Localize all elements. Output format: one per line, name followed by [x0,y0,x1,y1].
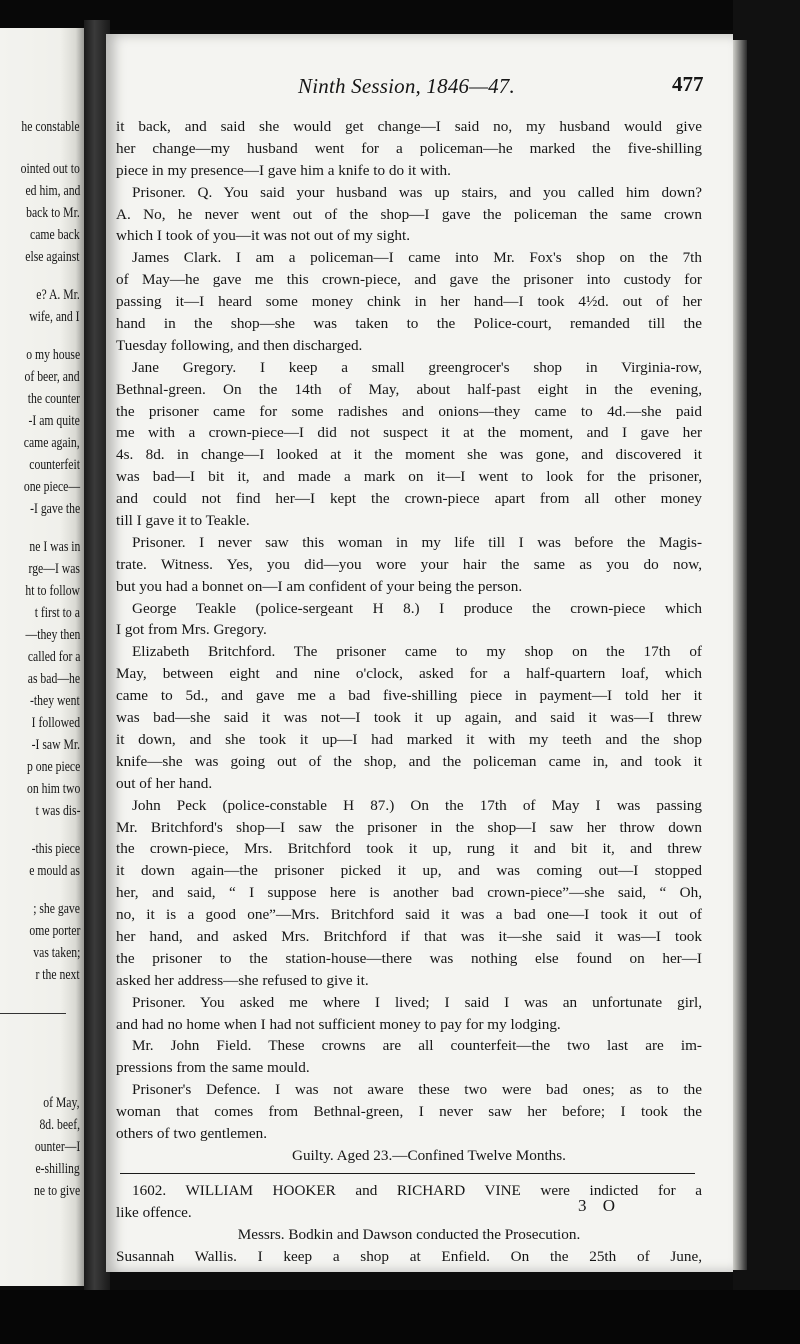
text-line: George Teakle (police-sergeant H 8.) I produce the crown-piece which [132,599,702,617]
text-line: 1602. WILLIAM HOOKER and RICHARD VINE were indicted for a [132,1182,702,1200]
left-page-fragment: came again, [24,435,80,451]
left-page-fragment: ounter—I [34,1139,80,1155]
text-line: till I gave it to Teakle. [116,512,250,530]
text-line: asked her address—she refused to give it. [116,971,369,989]
left-page-fragment: the counter [27,391,80,407]
left-page-fragment: e-shilling [35,1161,80,1177]
text-line: Mr. John Field. These crowns are all counterfeit—the two last are im- [132,1037,702,1055]
left-page-fragment: rge—I was [28,561,80,577]
text-line: her, and said, “ I suppose here is another bad crown-piece”—she said, “ Oh, [116,884,702,902]
text-line: like offence. [116,1204,192,1222]
text-line: Susannah Wallis. I keep a shop at Enfield. On the 25th of June, [116,1247,702,1265]
text-line: was bad—she said it was not—I took it up again, and said it was—I threw [116,709,702,727]
left-page-fragment: ht to follow [25,583,80,599]
text-line: it down, and she took it up—I had marked it with my teeth and the shop [116,730,702,748]
text-line: Prisoner. You asked me where I lived; I said I was an unfortunate girl, [132,993,702,1011]
text-line: me with a crown-piece—I did not suspect it at the moment, and I gave her [116,424,702,442]
text-line: Prisoner. I never saw this woman in my life till I was before the Magis- [132,533,702,551]
left-page-fragment: back to Mr. [26,205,80,221]
left-page-fragment: of beer, and [24,369,80,385]
left-page-fragment: vas taken; [32,945,80,961]
text-line: came to 5d., and gave me a bad five-shilling piece in payment—I told her it [116,687,702,705]
verdict-line: Guilty. Aged 23.—Confined Twelve Months. [292,1146,566,1164]
left-page-fragment: —they then [25,627,80,643]
left-page-fragment: ed him, and [25,183,80,199]
text-line: A. No, he never went out of the shop—I gave the policeman the same crown [116,205,702,223]
left-page-fragment: called for a [27,649,80,665]
page-number: 477 [672,72,704,96]
text-line: the crown-piece, Mrs. Britchford took it up, rung it and bit it, and threw [116,840,702,858]
previous-page-edge [0,28,86,1286]
left-page-fragment: -I gave the [29,501,80,517]
text-line: others of two gentlemen. [116,1124,267,1142]
signature-mark: 3 O [578,1196,622,1215]
text-line: and had no home when I had not sufficient money to pay for my lodging. [116,1015,561,1033]
text-line: I got from Mrs. Gregory. [116,621,267,639]
text-line: piece in my presence—I gave him a knife to do it with. [116,161,451,179]
text-line: her change—my husband went for a policeman—he marked the five-shilling [116,139,702,157]
text-line: Prisoner's Defence. I was not aware these two were bad ones; as to the [132,1081,702,1099]
text-line: hand in the shop—she was taken to the Police-court, remanded till the [116,315,702,333]
scan-bottom-border [0,1290,800,1344]
text-line: was bad—I bit it, and made a mark on it—I went to look for the prisoner, [116,468,702,486]
text-line: knife—she was going out of the shop, and the policeman came in, and took it [116,752,702,770]
text-line: Elizabeth Britchford. The prisoner came to my shop on the 17th of [132,643,702,661]
left-page-fragment: e mould as [29,863,80,879]
left-page-fragment: t was dis- [35,803,80,819]
left-page-rule [0,1013,66,1014]
scan-top-border [0,0,800,30]
text-line: it down again—the prisoner picked it up, and was coming out—I stopped [116,862,702,880]
left-page-fragment: e? A. Mr. [36,287,80,303]
text-line: May, between eight and nine o'clock, asked for a half-quartern loaf, which [116,665,702,683]
text-line: no, it is a good one”—Mrs. Britchford said it was a bad one—I took it out of [116,906,702,924]
left-page-fragment: p one piece [26,759,80,775]
text-line: Messrs. Bodkin and Dawson conducted the Prosecution. [237,1226,581,1244]
text-line: which I took of you—it was not out of my sight. [116,227,411,245]
text-line: Jane Gregory. I keep a small greengrocer's shop in Virginia-row, [132,358,702,376]
left-page-fragment: wife, and I [29,309,80,325]
left-page-fragment: t first to a [34,605,80,621]
left-page-fragment: of May, [43,1095,80,1111]
text-line: Bethnal-green. On the 14th of May, about half-past eight in the evening, [116,380,702,398]
left-page-fragment: ne I was in [28,539,80,555]
text-line: pressions from the same mould. [116,1059,310,1077]
running-head: Ninth Session, 1846—47. [298,74,515,98]
left-page-fragment: on him two [26,781,80,797]
left-page-fragment: -this piece [31,841,80,857]
left-page-fragment: came back [30,227,80,243]
left-page-fragment: -they went [30,693,80,709]
text-line: of May—he gave me this crown-piece, and gave the prisoner into custody for [116,271,702,289]
left-page-fragment: ome porter [28,923,80,939]
text-line: Mr. Britchford's shop—I saw the prisoner in the shop—I saw her throw down [116,818,702,836]
left-page-fragment: -I am quite [28,413,80,429]
text-line: the prisoner to the station-house—there was nothing else found on her—I [116,949,702,967]
left-page-fragment: I followed [31,715,80,731]
left-page-fragment: r the next [35,967,80,983]
left-page-fragment: ointed out to [20,161,80,177]
left-page-fragment: ; she gave [33,901,80,917]
left-page-fragment: -I saw Mr. [31,737,80,753]
left-page-fragment: one piece— [23,479,80,495]
left-page-fragment: o my house [26,347,80,363]
text-line: it back, and said she would get change—I said no, my husband would give [116,118,702,135]
text-line: out of her hand. [116,774,213,792]
text-line: trate. Witness. Yes, you did—you wore your hair the same as you do now, [116,555,702,573]
left-page-fragment: ne to give [33,1183,80,1199]
text-line: John Peck (police-constable H 87.) On the 17th of May I was passing [132,796,702,814]
text-line: but you had a bonnet on—I am confident of your being the person. [116,577,523,595]
left-page-fragment: 8d. beef, [39,1117,80,1133]
text-line: James Clark. I am a policeman—I came into Mr. Fox's shop on the 7th [132,249,702,267]
left-page-fragment: counterfeit [29,457,80,473]
text-line: passing it—I heard some money chink in her hand—I took 4½d. out of her [116,293,702,311]
body-text [116,116,702,1268]
text-line: woman that comes from Bethnal-green, I never saw her before; I took the [116,1103,702,1121]
left-page-fragment: as bad—he [27,671,80,687]
left-page-fragment: he constable [21,119,80,135]
text-line: Prisoner. Q. You said your husband was up stairs, and you called him down? [132,183,702,201]
text-line: the prisoner came for some radishes and onions—they came to 4d.—she paid [116,402,702,420]
case-separator-rule [120,1173,695,1175]
text-line: and could not find her—I kept the crown-piece apart from all other money [116,490,702,508]
text-line: Tuesday following, and then discharged. [116,336,363,354]
left-page-fragment: else against [25,249,80,265]
text-line: 4s. 8d. in change—I looked at it the moment she was gone, and discovered it [116,446,702,464]
scan-right-border [733,0,800,1290]
text-line: her hand, and asked Mrs. Britchford if that was it—she said it was—I took [116,927,702,945]
